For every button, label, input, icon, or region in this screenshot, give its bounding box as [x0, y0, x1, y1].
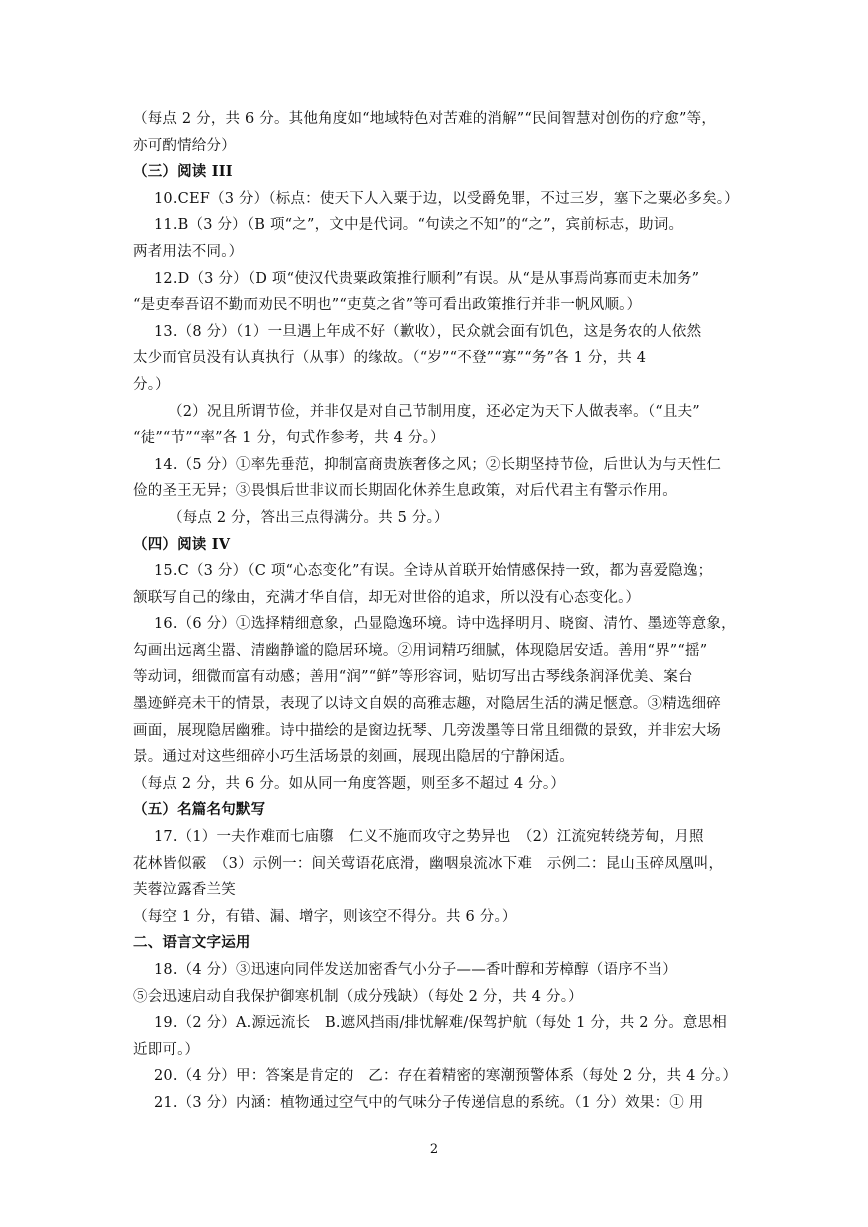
text-line: 15.C（3 分）（C 项“心态变化”有误。全诗从首联开始情感保持一致，都为喜爱隐逸； [154, 563, 713, 580]
text-line: （每点 2 分，共 6 分。其他角度如“地域特色对苦难的消解”“民间智慧对创伤的疗愈”等， [133, 111, 717, 127]
text-line: 两者用法不同。） [133, 243, 244, 260]
text-line: 景。通过对这些细碎小巧生活场景的刻画，展现出隐居的宁静闲适。 [133, 749, 574, 766]
text-line: “徒”“节”“率”各 1 分，句式作参考，共 4 分。） [133, 430, 445, 447]
text-line: 17.（1）一夫作难而七庙隳 仁义不施而攻守之势异也 （2）江流宛转绕芳甸，月照 [154, 829, 704, 846]
page-number: 2 [429, 1142, 439, 1157]
text-line: “是吏奉吾诏不勤而劝民不明也”“吏莫之省”等可看出政策推行并非一帆风顺。） [133, 297, 642, 314]
text-line: 18.（4 分）③迅速向同伴发送加密香气小分子——香叶醇和芳樟醇（语序不当） [154, 962, 677, 978]
text-line: （2）况且所谓节俭，并非仅是对自己节制用度，还必定为天下人做表率。（“且夫” [168, 403, 700, 420]
text-line: 俭的圣王无异；③畏惧后世非议而长期固化休养生息政策，对后代君主有警示作用。 [133, 483, 677, 500]
text-line: 10.CEF（3 分）（标点：使天下人入粟于边，以受爵免罪，不过三岁，塞下之粟必多矣。） [154, 190, 739, 207]
text-line: 芙蓉泣露香兰笑 [133, 882, 236, 899]
text-line: 分。） [133, 376, 170, 393]
text-line: 21.（3 分）内涵：植物通过空气中的气味分子传递信息的系统。（1 分）效果：① 用 [154, 1094, 704, 1111]
text-line: 19.（2 分）A.源远流长 B.遮风挡雨/排忧解难/保驾护航（每处 1 分，共 2 分。意思相 [154, 1015, 727, 1032]
text-line: 颔联写自己的缘由，充满才华自信，却无对世俗的追求，所以没有心态变化。） [133, 589, 641, 606]
text-line: 11.B（3 分）（B 项“之”，文中是代词。“句读之不知”的“之”，宾前标志，助词。 [154, 217, 684, 234]
text-line: 12.D（3 分）（D 项“使汉代贵粟政策推行顺利”有误。从“是从事焉尚寡而吏未加务” [154, 270, 700, 287]
text-line: ⑤会迅速启动自我保护御寒机制（成分残缺）（每处 2 分，共 4 分。） [133, 988, 583, 1005]
text-line: 花林皆似霰 （3）示例一：间关莺语花底滑，幽咽泉流冰下难 示例二：昆山玉碎凤凰叫， [133, 855, 724, 872]
answer-content [133, 106, 741, 1117]
text-line: 20.（4 分）甲：答案是肯定的 乙：存在着精密的寒潮预警体系（每处 2 分，共 4 分。） [154, 1068, 738, 1085]
text-line: 近即可。） [133, 1041, 200, 1058]
section-heading: 二、语言文字运用 [133, 934, 251, 952]
section-heading: （五）名篇名句默写 [133, 801, 266, 819]
text-line: 14.（5 分）①率先垂范，抑制富商贵族奢侈之风；②长期坚持节俭，后世认为与天性仁 [154, 456, 722, 473]
text-line: 画面，展现隐居幽雅。诗中描绘的是窗边抚琴、几旁泼墨等日常且细微的景致，并非宏大场 [133, 722, 721, 739]
text-line: （每点 2 分，共 6 分。如从同一角度答题，则至多不超过 4 分。） [133, 775, 566, 792]
text-line: 太少而官员没有认真执行（从事）的缘故。（“岁”“不登”“寡”“务”各 1 分，共 4 [133, 350, 647, 367]
text-line: 勾画出远离尘嚣、清幽静谧的隐居环境。②用词精巧细腻，体现隐居安适。善用“界”“摇” [133, 642, 708, 659]
text-line: 墨迹鲜亮未干的情景，表现了以诗文自娱的高雅志趣，对隐居生活的满足惬意。③精选细碎 [133, 696, 721, 713]
text-line: 亦可酌情给分） [133, 137, 236, 154]
text-line: （每空 1 分，有错、漏、增字，则该空不得分。共 6 分。） [133, 908, 517, 925]
section-heading: （三）阅读 III [133, 163, 233, 181]
text-line: （每点 2 分，答出三点得满分。共 5 分。） [168, 509, 449, 526]
section-heading: （四）阅读 IV [133, 535, 231, 553]
text-line: 等动词，细微而富有动感；善用“润”“鲜”等形容词，贴切写出古琴线条润泽优美、案台 [133, 669, 693, 686]
text-line: 13.（8 分）（1）一旦遇上年成不好（歉收），民众就会面有饥色，这是务农的人依然 [154, 323, 702, 340]
text-line: 16.（6 分）①选择精细意象，凸显隐逸环境。诗中选择明月、晓窗、清竹、墨迹等意象， [154, 616, 736, 633]
